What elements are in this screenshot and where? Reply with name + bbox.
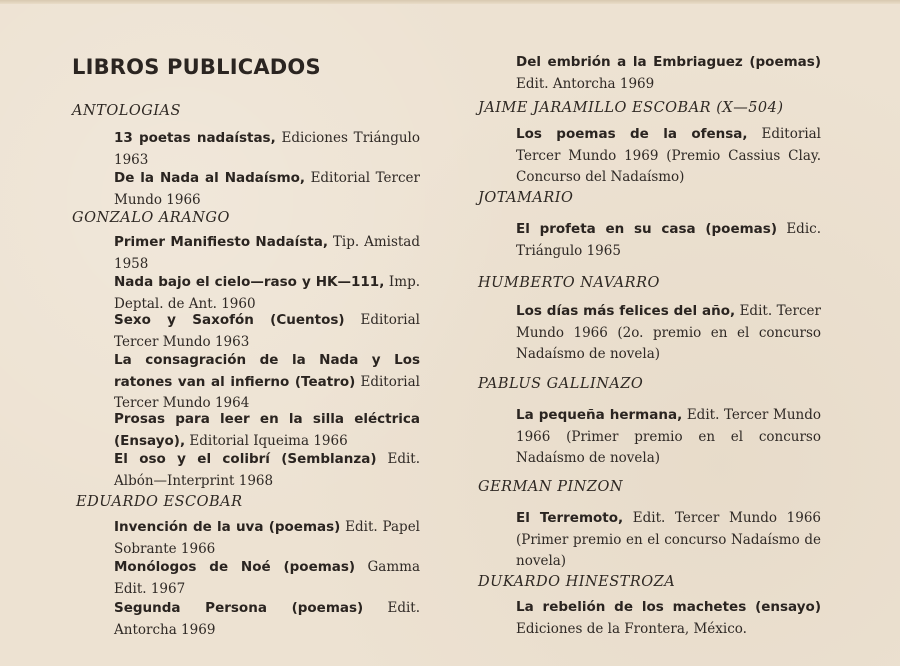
- section-author: JOTAMARIO: [478, 190, 574, 206]
- book-title: El Terremoto,: [516, 510, 624, 526]
- book-title: La consagración de la Nada y Los ratones van al infierno (Teatro): [114, 352, 420, 390]
- book-title: Sexo y Saxofón (Cuentos): [114, 312, 345, 328]
- book-title: El oso y el colibrí (Semblanza): [114, 451, 377, 467]
- book-publication: Edit. Tercer Mundo 1966 (2o. premio en el concurso Nadaísmo de novela): [516, 303, 822, 362]
- book-entry: [114, 310, 420, 353]
- section-author: PABLUS GALLINAZO: [478, 376, 644, 392]
- book-entry: [516, 508, 821, 573]
- book-title: La pequeña hermana,: [516, 407, 683, 423]
- book-publication: Ediciones de la Frontera, México.: [516, 620, 747, 637]
- book-publication: Tip. Amistad 1958: [114, 234, 420, 272]
- book-publication: Edit. Tercer Mundo 1966 (Primer premio en el concurso Nadaísmo de novela): [516, 407, 821, 466]
- page-top-edge: [0, 0, 900, 4]
- book-publication: Edit. Antorcha 1969: [516, 75, 655, 92]
- book-entry: [516, 219, 821, 262]
- book-publication: Ediciones Triángulo 1963: [114, 130, 420, 168]
- book-entry: [114, 557, 420, 600]
- book-title: La rebelión de los machetes (ensayo): [516, 599, 821, 615]
- book-entry: [114, 350, 420, 415]
- book-entry: [114, 128, 420, 171]
- book-entry: [114, 272, 420, 315]
- book-entry: [516, 405, 821, 470]
- book-title: De la Nada al Nadaísmo,: [114, 170, 306, 186]
- page-heading: LIBROS PUBLICADOS: [72, 55, 321, 79]
- section-author: EDUARDO ESCOBAR: [76, 494, 243, 510]
- book-title: Del embrión a la Embriaguez (poemas): [516, 54, 821, 70]
- book-title: Nada bajo el cielo—raso y HK—111,: [114, 274, 385, 290]
- section-author: HUMBERTO NAVARRO: [478, 275, 660, 291]
- book-title: Invención de la uva (poemas): [114, 519, 341, 535]
- book-title: Primer Manifiesto Nadaísta,: [114, 234, 328, 250]
- book-title: Los días más felices del año,: [516, 303, 736, 319]
- section-author: GONZALO ARANGO: [72, 210, 230, 226]
- book-title: 13 poetas nadaístas,: [114, 130, 276, 146]
- book-entry: [114, 598, 420, 641]
- section-author: ANTOLOGIAS: [72, 103, 181, 119]
- book-publication: Imp. Deptal. de Ant. 1960: [114, 274, 420, 312]
- section-author: JAIME JARAMILLO ESCOBAR (X—504): [478, 100, 784, 116]
- section-author: DUKARDO HINESTROZA: [478, 574, 676, 590]
- book-publication: Edit. Albón—Interprint 1968: [114, 451, 421, 489]
- book-publication: Edit. Antorcha 1969: [114, 600, 420, 638]
- book-publication: Gamma Edit. 1967: [114, 559, 420, 597]
- book-publication: Editorial Tercer Mundo 1969 (Premio Cassius Clay. Concurso del Nadaísmo): [516, 126, 821, 185]
- book-title: Prosas para leer en la silla eléctrica (Ensayo),: [114, 411, 420, 449]
- book-entry: [516, 301, 821, 366]
- book-entry: [516, 124, 821, 189]
- book-title: Segunda Persona (poemas): [114, 600, 364, 616]
- book-publication: Edic. Triángulo 1965: [516, 221, 821, 259]
- book-publication: Editorial Iqueima 1966: [185, 432, 348, 449]
- book-publication: Edit. Tercer Mundo 1966 (Primer premio en el concurso Nadaísmo de novela): [516, 510, 822, 569]
- book-entry: [114, 232, 420, 275]
- book-title: El profeta en su casa (poemas): [516, 221, 777, 237]
- book-publication: Editorial Tercer Mundo 1964: [114, 373, 420, 411]
- book-title: Monólogos de Noé (poemas): [114, 559, 356, 575]
- book-entry: [114, 168, 420, 211]
- book-publication: Edit. Papel Sobrante 1966: [114, 519, 420, 557]
- book-publication: Editorial Tercer Mundo 1963: [114, 312, 420, 350]
- book-publication: Editorial Tercer Mundo 1966: [114, 170, 420, 208]
- book-entry: [114, 409, 420, 452]
- book-entry-continued: [516, 52, 821, 95]
- book-title: Los poemas de la ofensa,: [516, 126, 748, 142]
- book-entry: [516, 597, 821, 640]
- section-author: GERMAN PINZON: [478, 479, 624, 495]
- book-entry: [114, 449, 420, 492]
- book-entry: [114, 517, 420, 560]
